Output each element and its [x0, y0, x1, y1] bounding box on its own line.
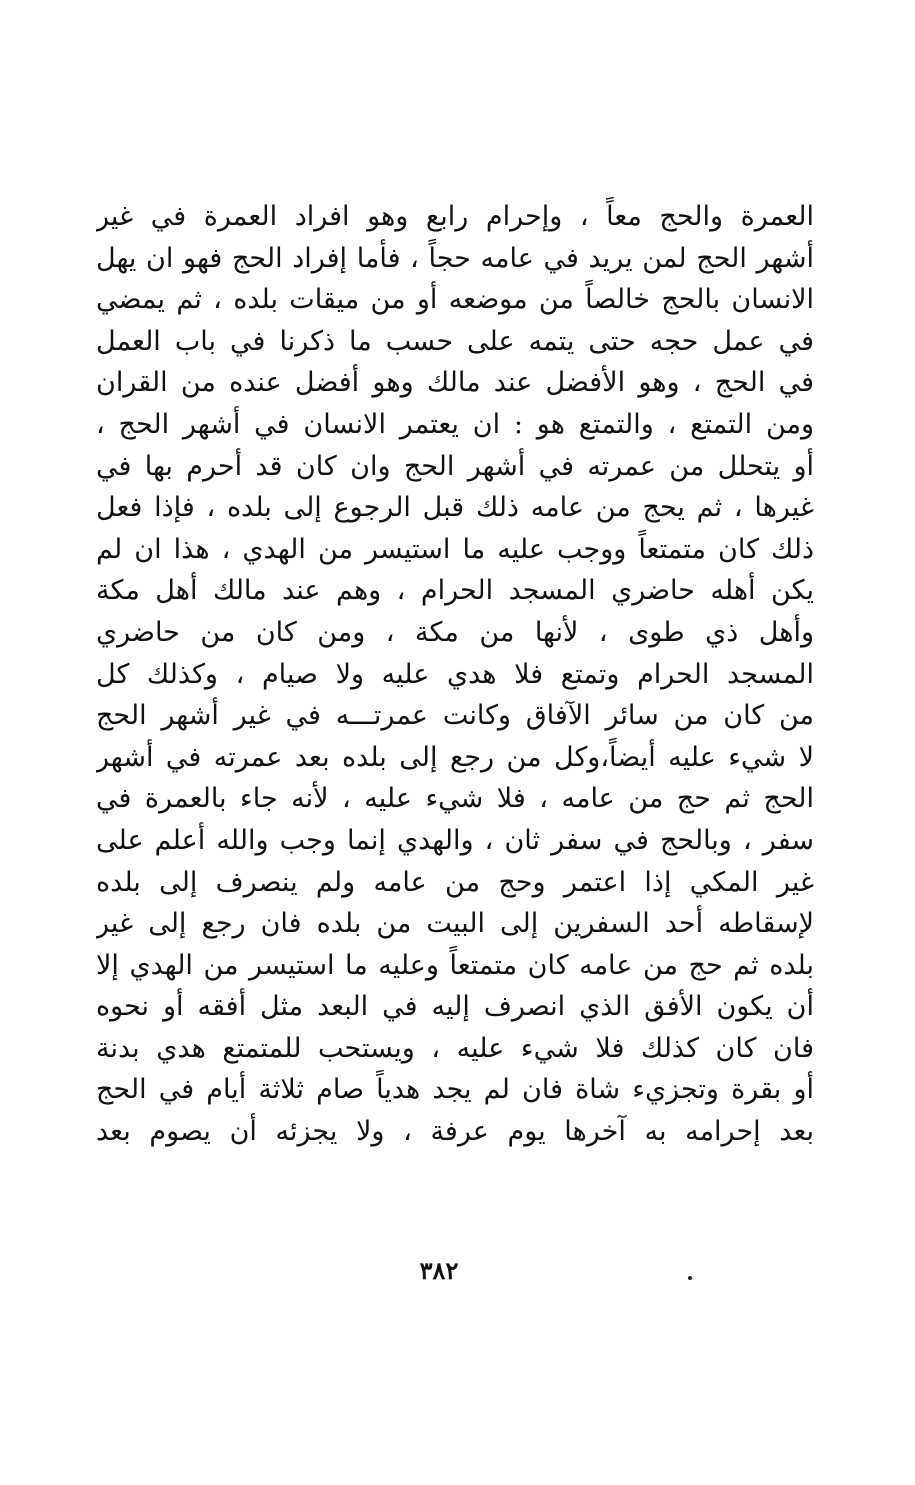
- text-line: بلده ثم حج من عامه كان متمتعاً وعليه ما استيسر من الهدي إلا: [96, 949, 814, 981]
- text-line: غيرها ، ثم يحج من عامه ذلك قبل الرجوع إلى بلده ، فإذا فعل: [96, 492, 814, 524]
- text-line: أو يتحلل من عمرته في أشهر الحج وان كان قد أحرم بها في: [96, 450, 814, 482]
- text-line: سفر ، وبالحج في سفر ثان ، والهدي إنما وجب والله أعلم على: [96, 824, 814, 856]
- dot-mark: [688, 1276, 692, 1280]
- text-line: المسجد الحرام وتمتع فلا هدي عليه ولا صيام ، وكذلك كل: [96, 658, 814, 690]
- text-line: لإسقاطه أحد السفرين إلى البيت من بلده فان رجع إلى غير: [96, 908, 814, 940]
- text-line: أو بقرة وتجزيء شاة فان لم يجد هدياً صام ثلاثة أيام في الحج: [96, 1074, 814, 1106]
- text-line: الحج ثم حج من عامه ، فلا شيء عليه ، لأنه جاء بالعمرة في: [96, 783, 814, 815]
- text-line: أشهر الحج لمن يريد في عامه حجاً ، فأما إفراد الحج فهو ان يهل: [96, 242, 814, 274]
- text-line: العمرة والحج معاً ، وإحرام رابع وهو افراد العمرة في غير: [96, 201, 814, 232]
- body-text: [96, 196, 814, 1153]
- text-line: الانسان بالحج خالصاً من موضعه أو من ميقات بلده ، ثم يمضي: [96, 284, 814, 316]
- text-line: غير المكي إذا اعتمر وحج من عامه ولم ينصرف إلى بلده: [96, 866, 814, 898]
- text-line: ومن التمتع ، والتمتع هو : ان يعتمر الانسان في أشهر الحج ،: [96, 408, 814, 440]
- text-line: ذلك كان متمتعاً ووجب عليه ما استيسر من الهدي ، هذا ان لم: [96, 533, 814, 565]
- text-line: فان كان كذلك فلا شيء عليه ، ويستحب للمتمتع هدي بدنة: [96, 1032, 814, 1064]
- text-line: أن يكون الأفق الذي انصرف إليه في البعد مثل أفقه أو نحوه: [96, 991, 814, 1023]
- text-line: من كان من سائر الآفاق وكانت عمرتـــه في غير أشهر الحج: [96, 700, 814, 732]
- text-line: في الحج ، وهو الأفضل عند مالك وهو أفضل عنده من القران: [96, 367, 814, 399]
- text-line: في عمل حجه حتى يتمه على حسب ما ذكرنا في باب العمل: [96, 325, 814, 357]
- text-line: لا شيء عليه أيضاً،وكل من رجع إلى بلده بعد عمرته في أشهر: [96, 741, 814, 773]
- text-line: بعد إحرامه به آخرها يوم عرفة ، ولا يجزئه أن يصوم بعد: [96, 1116, 814, 1148]
- page-footer: [0, 1256, 915, 1296]
- page-number: ٣٨٢: [419, 1256, 459, 1285]
- text-line: وأهل ذي طوى ، لأنها من مكة ، ومن كان من حاضري: [96, 616, 814, 648]
- text-line: يكن أهله حاضري المسجد الحرام ، وهم عند مالك أهل مكة: [96, 575, 814, 607]
